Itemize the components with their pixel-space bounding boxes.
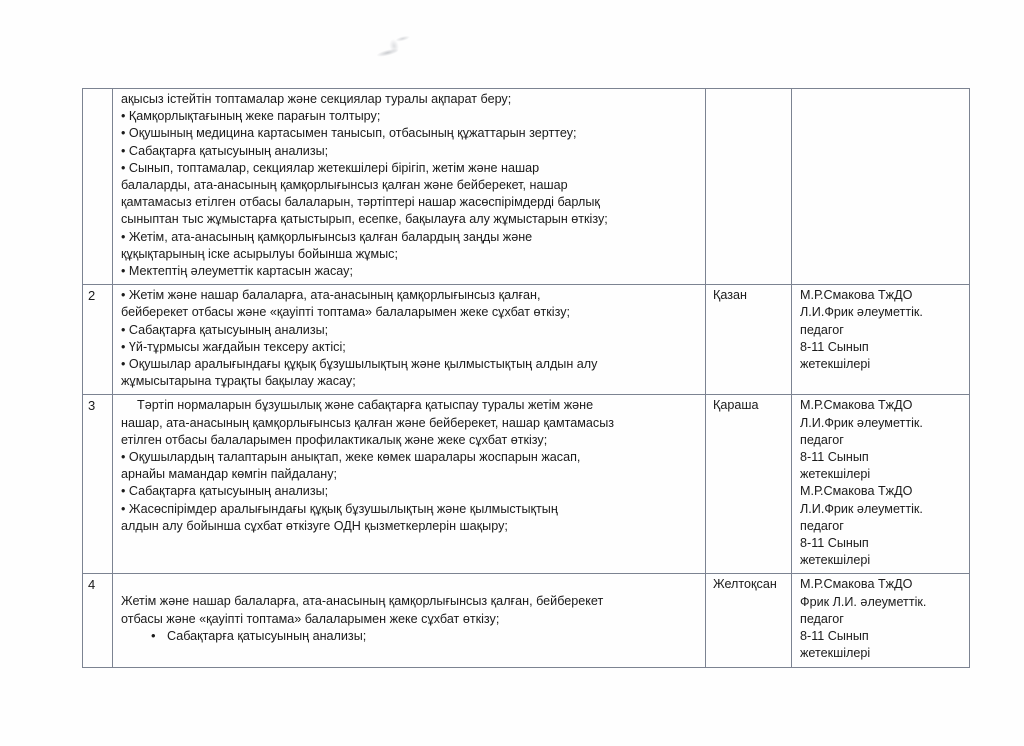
activity-plan-table bbox=[82, 88, 970, 668]
table-row bbox=[83, 395, 970, 574]
row-month-cell bbox=[706, 395, 792, 574]
row-month-cell bbox=[706, 574, 792, 667]
list-item: • Сабақтарға қатысуының анализы; bbox=[167, 628, 699, 645]
responsible-line: педагог bbox=[800, 432, 844, 447]
row-month-cell bbox=[706, 89, 792, 285]
responsible-line: 8-11 Сынып bbox=[800, 339, 869, 354]
responsible-line: жетекшілері bbox=[800, 646, 871, 661]
row-activities-cell bbox=[113, 574, 706, 667]
activity-line: • Оқушының медицина картасымен танысып, отбасының құжаттарын зерттеу; bbox=[121, 126, 577, 141]
table-row bbox=[83, 89, 970, 285]
row-responsible-cell bbox=[792, 574, 970, 667]
responsible-line: жетекшілері bbox=[800, 553, 871, 568]
activity-line: • Жасөспірімдер аралығындағы құқық бұзушылықтың және қылмыстықтың bbox=[121, 501, 558, 516]
row-month-cell bbox=[706, 285, 792, 395]
responsible-line: 8-11 Сынып bbox=[800, 536, 869, 551]
responsible-line: педагог bbox=[800, 518, 844, 533]
responsible-line: Л.И.Фрик әлеуметтік. bbox=[800, 415, 923, 430]
scan-smudge-artifact bbox=[365, 21, 431, 69]
row-responsible-cell bbox=[792, 285, 970, 395]
activity-line: арнайы мамандар көмгін пайдалану; bbox=[121, 467, 338, 482]
activity-line: • Оқушылардың талаптарын анықтап, жеке көмек шаралары жоспарын жасап, bbox=[121, 450, 581, 465]
month-label: Желтоқсан bbox=[713, 577, 777, 592]
table-row bbox=[83, 285, 970, 395]
activity-line: ақысыз істейтін топтамалар және секциялар туралы ақпарат беру; bbox=[121, 92, 512, 106]
responsible-line: жетекшілері bbox=[800, 467, 871, 482]
activity-line: Жетім және нашар балаларға, ата-анасының қамқорлығынсыз қалған, бейберекет bbox=[121, 594, 604, 609]
cell-top-spacer bbox=[121, 576, 699, 593]
row-activities-cell bbox=[113, 89, 706, 285]
responsible-line: М.Р.Смакова ТжДО bbox=[800, 484, 913, 499]
responsible-line: Фрик Л.И. әлеуметтік. bbox=[800, 594, 927, 609]
activity-line: • Оқушылар аралығындағы құқық бұзушылықтың және қылмыстықтың алдын алу bbox=[121, 357, 598, 372]
activity-line: етілген отбасы балаларымен профилактикалық және жеке сұхбат өткізу; bbox=[121, 432, 548, 447]
responsible-line: 8-11 Сынып bbox=[800, 450, 869, 465]
responsible-line: 8-11 Сынып bbox=[800, 629, 869, 644]
activity-line: қамтамасыз етілген отбасы балаларын, тәртіптері нашар жасөспірімдерді барлық bbox=[121, 195, 600, 210]
month-label: Қараша bbox=[713, 398, 759, 413]
activity-line: Тәртіп нормаларын бұзушылық және сабақтарға қатыспау туралы жетім және bbox=[137, 398, 594, 413]
activity-line: • Жетім, ата-анасының қамқорлығынсыз қалған балардың заңды және bbox=[121, 229, 533, 244]
activity-line: нашар, ата-анасының қамқорлығынсыз қалған және бейберекет, нашар қамтамасыз bbox=[121, 415, 615, 430]
activity-line: • Сабақтарға қатысуының анализы; bbox=[121, 322, 329, 337]
activity-line: отбасы және «қауіпті топтама» балаларымен жеке сұхбат өткізу; bbox=[121, 611, 500, 626]
row-responsible-cell bbox=[792, 395, 970, 574]
row-responsible-cell bbox=[792, 89, 970, 285]
activity-line: алдын алу бойынша сұхбат өткізуге ОДН қызметкерлерін шақыру; bbox=[121, 518, 508, 533]
activity-line: • Қамқорлықтағының жеке парағын толтыру; bbox=[121, 109, 381, 124]
activity-line: • Мектептің әлеуметтік картасын жасау; bbox=[121, 264, 353, 279]
responsible-line: Л.И.Фрик әлеуметтік. bbox=[800, 501, 923, 516]
row-activities-cell bbox=[113, 395, 706, 574]
responsible-line: Л.И.Фрик әлеуметтік. bbox=[800, 305, 923, 320]
row-number-cell: 3 bbox=[83, 395, 113, 574]
responsible-line: М.Р.Смакова ТжДО bbox=[800, 577, 913, 592]
row-activities-cell bbox=[113, 285, 706, 395]
responsible-line: педагог bbox=[800, 611, 844, 626]
activity-line: сыныптан тыс жұмыстарға қатыстырып, есепке, бақылауға алу жұмыстарын өткізу; bbox=[121, 212, 608, 227]
row-number-cell: 2 bbox=[83, 285, 113, 395]
table-row bbox=[83, 574, 970, 667]
activity-line: • Үй-тұрмысы жағдайын тексеру актісі; bbox=[121, 339, 346, 354]
row-number-cell: 4 bbox=[83, 574, 113, 667]
activity-line: балаларды, ата-анасының қамқорлығынсыз қалған және бейберекет, нашар bbox=[121, 178, 568, 193]
activity-line: • Жетім және нашар балаларға, ата-анасының қамқорлығынсыз қалған, bbox=[121, 288, 541, 303]
activity-bullet-list bbox=[121, 628, 699, 645]
activity-line: жұмысытарына тұрақты бақылау жасау; bbox=[121, 374, 356, 389]
month-label: Қазан bbox=[713, 288, 747, 303]
responsible-line: М.Р.Смакова ТжДО bbox=[800, 288, 913, 303]
responsible-line: М.Р.Смакова ТжДО bbox=[800, 398, 913, 413]
responsible-line: педагог bbox=[800, 322, 844, 337]
responsible-line: жетекшілері bbox=[800, 357, 871, 372]
activity-line: құқықтарының іске асырылуы бойынша жұмыс; bbox=[121, 246, 398, 261]
row-number-cell bbox=[83, 89, 113, 285]
activity-line: • Сабақтарға қатысуының анализы; bbox=[121, 484, 329, 499]
activity-line: • Сынып, топтамалар, секциялар жетекшілері бірігіп, жетім және нашар bbox=[121, 160, 540, 175]
activity-line: бейберекет отбасы және «қауіпті топтама» балаларымен жеке сұхбат өткізу; bbox=[121, 305, 571, 320]
activity-line: • Сабақтарға қатысуының анализы; bbox=[121, 143, 329, 158]
